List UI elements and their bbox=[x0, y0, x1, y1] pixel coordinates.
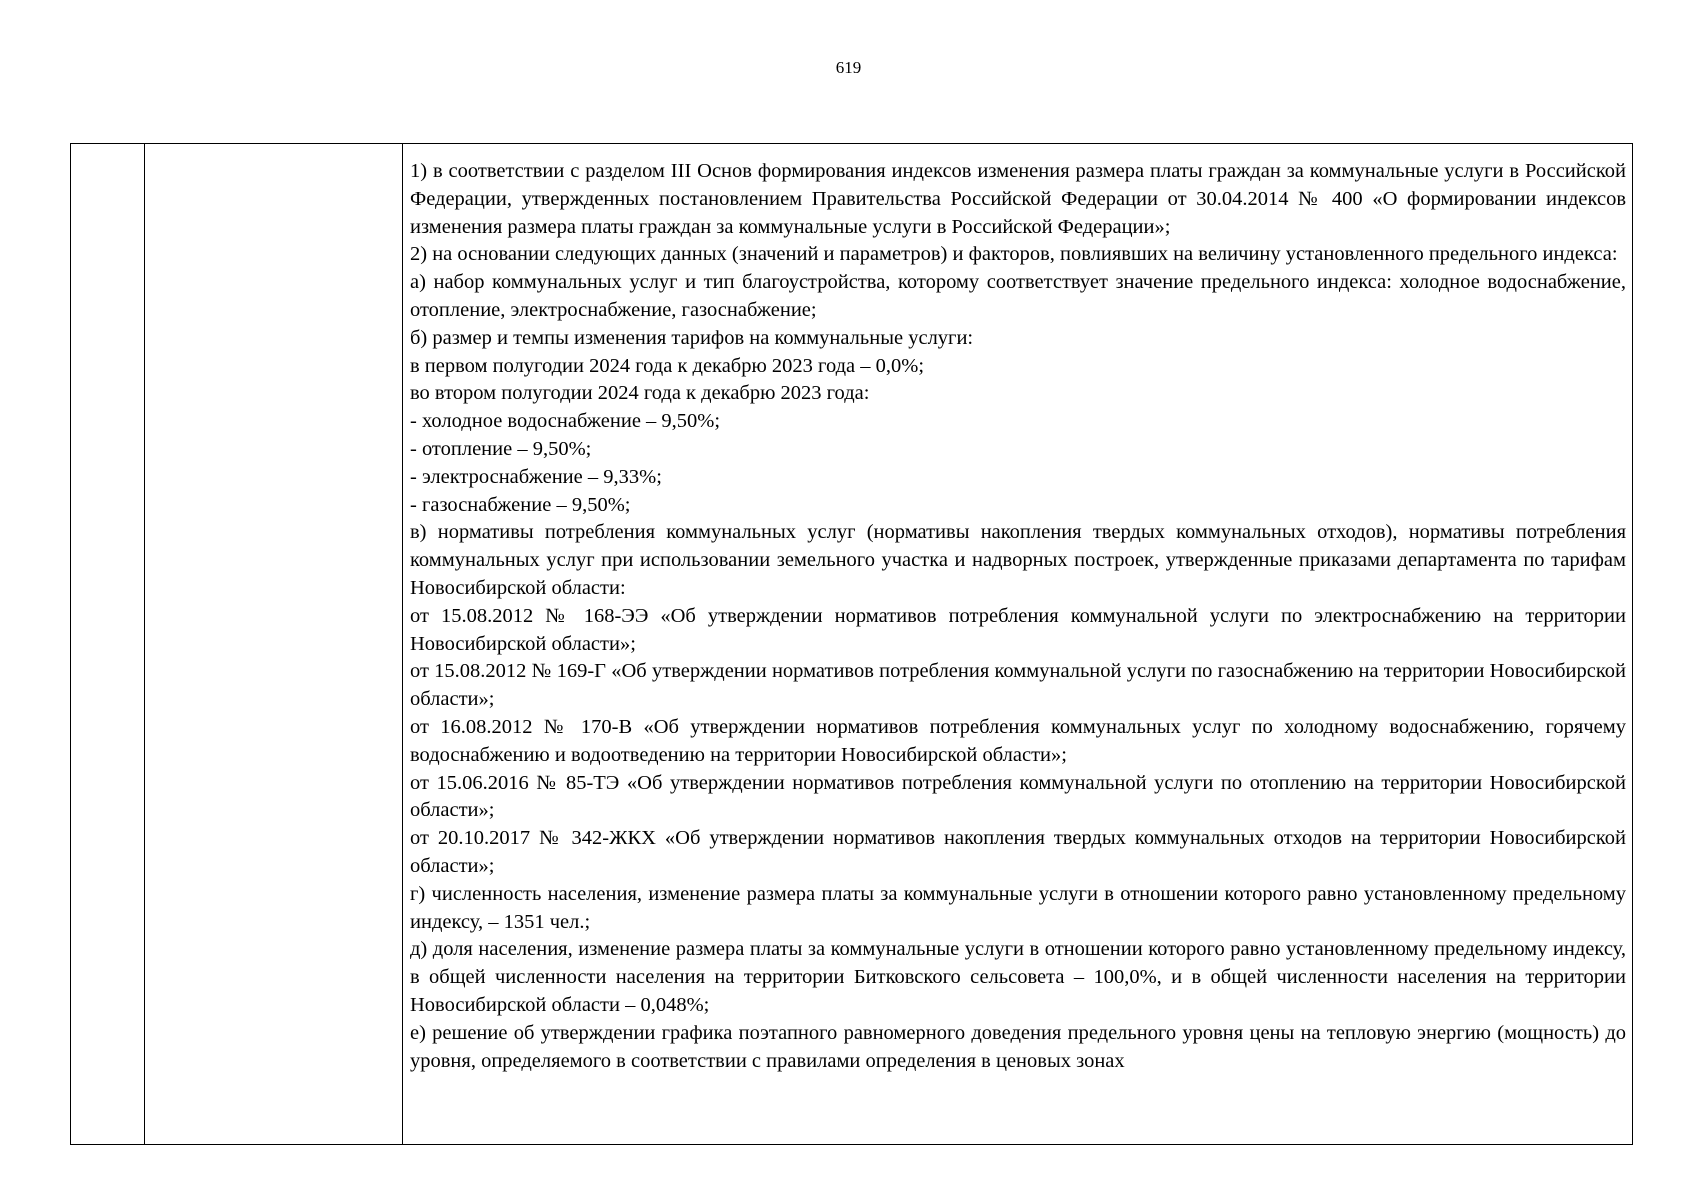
paragraph: 1) в соответствии с разделом III Основ формирования индексов изменения размера платы граждан за коммунальные услуги в Российской Федерации, утвержденных постановлением Правительства Российской Федерации от 30.04.2014 № 400 «О формировании индексов изменения размера платы граждан за коммунальные услуги в Российской Федерации»; bbox=[410, 160, 1626, 238]
paragraph: от 16.08.2012 № 170-В «Об утверждении нормативов потребления коммунальных услуг по холодному водоснабжению, горячему водоснабжению и водоотведению на территории Новосибирской области»; bbox=[410, 715, 1626, 766]
paragraph: от 20.10.2017 № 342-ЖКХ «Об утверждении нормативов накопления твердых коммунальных отходов на территории Новосибирской области»; bbox=[410, 827, 1626, 877]
paragraph: 2) на основании следующих данных (значений и параметров) и факторов, повлиявших на величину установленного предельного индекса: bbox=[410, 243, 1618, 266]
table-cell-name bbox=[145, 144, 403, 1145]
paragraph: от 15.06.2016 № 85-ТЭ «Об утверждении нормативов потребления коммунальной услуги по отоплению на территории Новосибирской области»; bbox=[410, 771, 1626, 822]
paragraph: д) доля населения, изменение размера платы за коммунальные услуги в отношении которого равно установленному предельному индексу, в общей численности населения на территории Битковского сельсовета – 100,0%, и в общей численности населения на территории Новосибирской области – 0,048%; bbox=[410, 938, 1626, 1016]
paragraph: от 15.08.2012 № 169-Г «Об утверждении нормативов потребления коммунальной услуги по газоснабжению на территории Новосибирской области»; bbox=[410, 660, 1626, 711]
paragraph: - отопление – 9,50%; bbox=[410, 437, 592, 460]
page-number: 619 bbox=[835, 58, 862, 77]
paragraph: в) нормативы потребления коммунальных услуг (нормативы накопления твердых коммунальных отходов), нормативы потребления коммунальных услуг при использовании земельного участка и надворных построек, утвержденные приказами департамента по тарифам Новосибирской области: bbox=[410, 521, 1626, 599]
table-row bbox=[71, 144, 1633, 1145]
table-cell-content bbox=[403, 144, 1633, 1145]
table-cell-number bbox=[71, 144, 145, 1145]
paragraph: а) набор коммунальных услуг и тип благоустройства, которому соответствует значение предельного индекса: холодное водоснабжение, отопление, электроснабжение, газоснабжение; bbox=[410, 271, 1626, 321]
paragraph: от 15.08.2012 № 168-ЭЭ «Об утверждении нормативов потребления коммунальной услуги по электроснабжению на территории Новосибирской области»; bbox=[410, 604, 1626, 655]
paragraph: в первом полугодии 2024 года к декабрю 2023 года – 0,0%; bbox=[410, 354, 925, 377]
paragraph: - газоснабжение – 9,50%; bbox=[410, 493, 631, 516]
document-table bbox=[70, 143, 1633, 1145]
paragraph: во втором полугодии 2024 года к декабрю 2023 года: bbox=[410, 382, 870, 405]
paragraph: е) решение об утверждении графика поэтапного равномерного доведения предельного уровня цены на тепловую энергию (мощность) до уровня, определяемого в соответствии с правилами определения в ценовых зонах bbox=[410, 1021, 1626, 1072]
paragraph: б) размер и темпы изменения тарифов на коммунальные услуги: bbox=[410, 326, 974, 349]
paragraph: г) численность населения, изменение размера платы за коммунальные услуги в отношении которого равно установленному предельному индексу, – 1351 чел.; bbox=[410, 882, 1626, 933]
paragraph: - электроснабжение – 9,33%; bbox=[410, 465, 662, 488]
paragraph: - холодное водоснабжение – 9,50%; bbox=[410, 410, 721, 433]
